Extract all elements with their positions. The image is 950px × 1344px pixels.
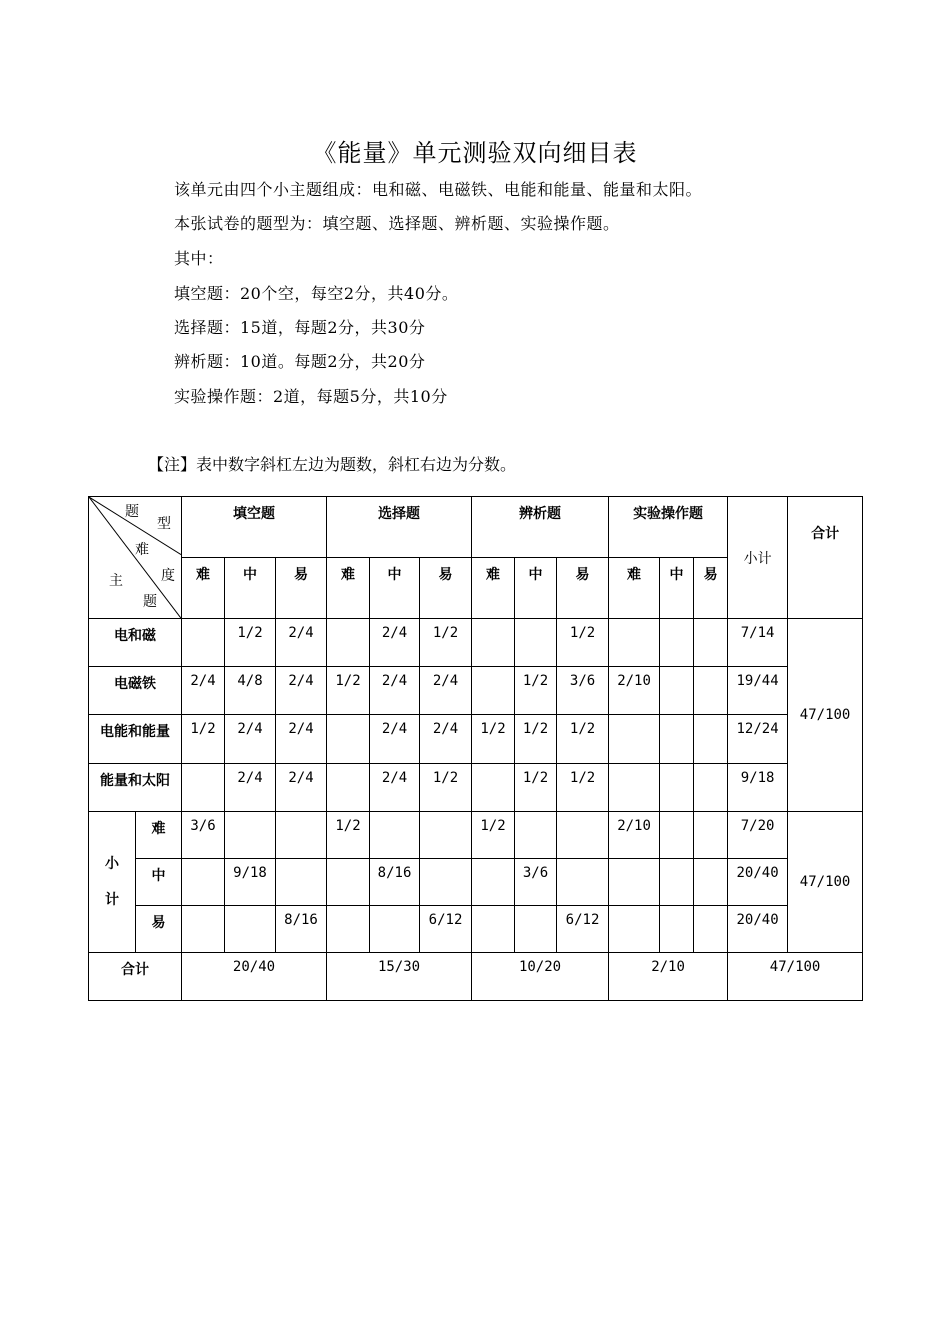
table-cell <box>327 619 370 667</box>
sum-choice: 15/30 <box>327 952 472 1000</box>
sum-fill: 20/40 <box>182 952 327 1000</box>
table-cell: 2/10 <box>609 811 660 858</box>
table-cell <box>660 858 694 905</box>
table-cell <box>609 619 660 667</box>
table-cell <box>694 858 728 905</box>
table-cell <box>660 905 694 952</box>
table-cell: 1/2 <box>327 811 370 858</box>
difficulty-level: 中 <box>136 858 182 905</box>
table-cell: 1/2 <box>557 619 609 667</box>
table-cell <box>276 811 327 858</box>
table-cell: 1/2 <box>182 715 225 763</box>
sum-row-label: 合计 <box>89 952 182 1000</box>
table-cell <box>472 763 515 811</box>
table-cell: 1/2 <box>327 667 370 715</box>
diff-mid-experiment: 中 <box>660 558 694 619</box>
table-cell <box>327 715 370 763</box>
intro-line-topics: 该单元由四个小主题组成：电和磁、电磁铁、电能和能量、能量和太阳。 <box>174 180 703 199</box>
diff-hard-choice: 难 <box>327 558 370 619</box>
table-cell: 2/4 <box>370 763 420 811</box>
table-cell: 1/2 <box>420 619 472 667</box>
diff-mid-choice: 中 <box>370 558 420 619</box>
corner-label-zhu: 主 <box>109 573 123 589</box>
diff-easy-experiment: 易 <box>694 558 728 619</box>
intro-line-fill: 填空题：20个空，每空2分，共40分。 <box>174 284 459 303</box>
table-cell <box>472 619 515 667</box>
table-cell: 1/2 <box>557 715 609 763</box>
table-cell <box>660 715 694 763</box>
table-cell: 3/6 <box>182 811 225 858</box>
table-cell: 2/4 <box>182 667 225 715</box>
table-cell: 9/18 <box>225 858 276 905</box>
corner-label-du: 度 <box>161 568 175 584</box>
table-cell: 1/2 <box>515 715 557 763</box>
table-cell <box>327 763 370 811</box>
table-cell: 2/4 <box>276 619 327 667</box>
diff-hard-fill: 难 <box>182 558 225 619</box>
table-cell: 8/16 <box>276 905 327 952</box>
corner-label-timu: 题 <box>143 594 157 610</box>
table-cell: 2/4 <box>370 715 420 763</box>
table-cell: 1/2 <box>515 667 557 715</box>
table-cell <box>327 905 370 952</box>
table-cell: 2/4 <box>225 763 276 811</box>
table-cell <box>276 858 327 905</box>
table-cell <box>660 763 694 811</box>
corner-label-xing: 型 <box>157 516 171 532</box>
diff-mid-fill: 中 <box>225 558 276 619</box>
diff-hard-experiment: 难 <box>609 558 660 619</box>
intro-line-among: 其中： <box>174 249 224 268</box>
table-cell <box>609 715 660 763</box>
diff-hard-judge: 难 <box>472 558 515 619</box>
table-cell <box>225 811 276 858</box>
table-cell <box>557 811 609 858</box>
table-cell: 2/4 <box>276 763 327 811</box>
table-cell: 1/2 <box>472 715 515 763</box>
table-cell <box>609 763 660 811</box>
table-cell <box>694 715 728 763</box>
table-row <box>89 905 863 952</box>
intro-line-choice: 选择题：15道，每题2分，共30分 <box>174 318 426 337</box>
table-cell <box>472 667 515 715</box>
table-cell: 1/2 <box>472 811 515 858</box>
table-cell <box>182 619 225 667</box>
table-cell: 2/4 <box>420 715 472 763</box>
diff-easy-choice: 易 <box>420 558 472 619</box>
table-cell <box>420 858 472 905</box>
table-cell: 8/16 <box>370 858 420 905</box>
table-cell: 2/4 <box>225 715 276 763</box>
subtotal-group-label: 小 计 <box>89 811 136 952</box>
document-title: 《能量》单元测验双向细目表 <box>312 139 638 167</box>
difficulty-subtotal: 7/20 <box>728 811 788 858</box>
table-cell: 6/12 <box>420 905 472 952</box>
table-cell: 2/10 <box>609 667 660 715</box>
diff-mid-judge: 中 <box>515 558 557 619</box>
table-cell <box>694 667 728 715</box>
table-cell <box>557 858 609 905</box>
table-row <box>89 667 863 715</box>
table-row <box>89 811 863 858</box>
table-cell: 1/2 <box>515 763 557 811</box>
table-cell <box>660 619 694 667</box>
corner-label-nan: 难 <box>135 542 149 558</box>
header-type-choice: 选择题 <box>327 497 472 558</box>
table-cell: 4/8 <box>225 667 276 715</box>
topic-name: 电和磁 <box>89 619 182 667</box>
table-row <box>89 763 863 811</box>
table-cell: 1/2 <box>557 763 609 811</box>
header-total: 合计 <box>788 497 863 619</box>
topic-subtotal: 19/44 <box>728 667 788 715</box>
sum-experiment: 2/10 <box>609 952 728 1000</box>
table-cell: 3/6 <box>557 667 609 715</box>
table-cell <box>694 619 728 667</box>
table-cell <box>370 905 420 952</box>
intro-line-judge: 辨析题：10道。每题2分，共20分 <box>174 352 426 371</box>
table-cell <box>515 811 557 858</box>
table-cell: 2/4 <box>276 667 327 715</box>
sum-judge: 10/20 <box>472 952 609 1000</box>
header-subtotal: 小计 <box>728 497 788 619</box>
topic-subtotal: 7/14 <box>728 619 788 667</box>
table-cell <box>420 811 472 858</box>
table-row <box>89 858 863 905</box>
difficulty-subtotal: 20/40 <box>728 858 788 905</box>
table-cell <box>182 905 225 952</box>
topic-name: 电磁铁 <box>89 667 182 715</box>
header-type-judge: 辨析题 <box>472 497 609 558</box>
table-cell <box>609 858 660 905</box>
table-row <box>89 715 863 763</box>
table-cell <box>660 811 694 858</box>
corner-header-cell <box>89 497 182 619</box>
table-cell: 2/4 <box>370 667 420 715</box>
topic-name: 能量和太阳 <box>89 763 182 811</box>
table-cell: 2/4 <box>276 715 327 763</box>
table-cell <box>472 905 515 952</box>
table-cell <box>694 763 728 811</box>
table-row <box>89 952 863 1000</box>
table-cell: 2/4 <box>370 619 420 667</box>
table-note: 【注】表中数字斜杠左边为题数，斜杠右边为分数。 <box>148 455 517 474</box>
difficulty-level: 难 <box>136 811 182 858</box>
table-cell <box>694 811 728 858</box>
table-cell: 2/4 <box>420 667 472 715</box>
table-cell: 6/12 <box>557 905 609 952</box>
topics-total: 47/100 <box>788 619 863 811</box>
table-cell: 1/2 <box>225 619 276 667</box>
intro-line-experiment: 实验操作题：2道，每题5分，共10分 <box>174 387 448 406</box>
difficulty-total: 47/100 <box>788 811 863 952</box>
difficulty-level: 易 <box>136 905 182 952</box>
corner-label-ti: 题 <box>125 504 139 520</box>
table-cell <box>660 667 694 715</box>
table-cell <box>515 905 557 952</box>
table-cell <box>370 811 420 858</box>
table-cell <box>694 905 728 952</box>
table-cell <box>609 905 660 952</box>
table-row <box>89 619 863 667</box>
table-cell <box>472 858 515 905</box>
diff-easy-judge: 易 <box>557 558 609 619</box>
table-cell <box>515 619 557 667</box>
table-cell <box>182 763 225 811</box>
table-cell: 1/2 <box>420 763 472 811</box>
topic-name: 电能和能量 <box>89 715 182 763</box>
spec-table <box>88 496 863 1001</box>
table-cell <box>327 858 370 905</box>
diff-easy-fill: 易 <box>276 558 327 619</box>
topic-subtotal: 12/24 <box>728 715 788 763</box>
table-cell <box>225 905 276 952</box>
sum-grand-total: 47/100 <box>728 952 863 1000</box>
table-cell <box>182 858 225 905</box>
header-type-fill: 填空题 <box>182 497 327 558</box>
header-type-experiment: 实验操作题 <box>609 497 728 558</box>
difficulty-subtotal: 20/40 <box>728 905 788 952</box>
topic-subtotal: 9/18 <box>728 763 788 811</box>
intro-line-types: 本张试卷的题型为：填空题、选择题、辨析题、实验操作题。 <box>174 214 620 233</box>
table-cell: 3/6 <box>515 858 557 905</box>
